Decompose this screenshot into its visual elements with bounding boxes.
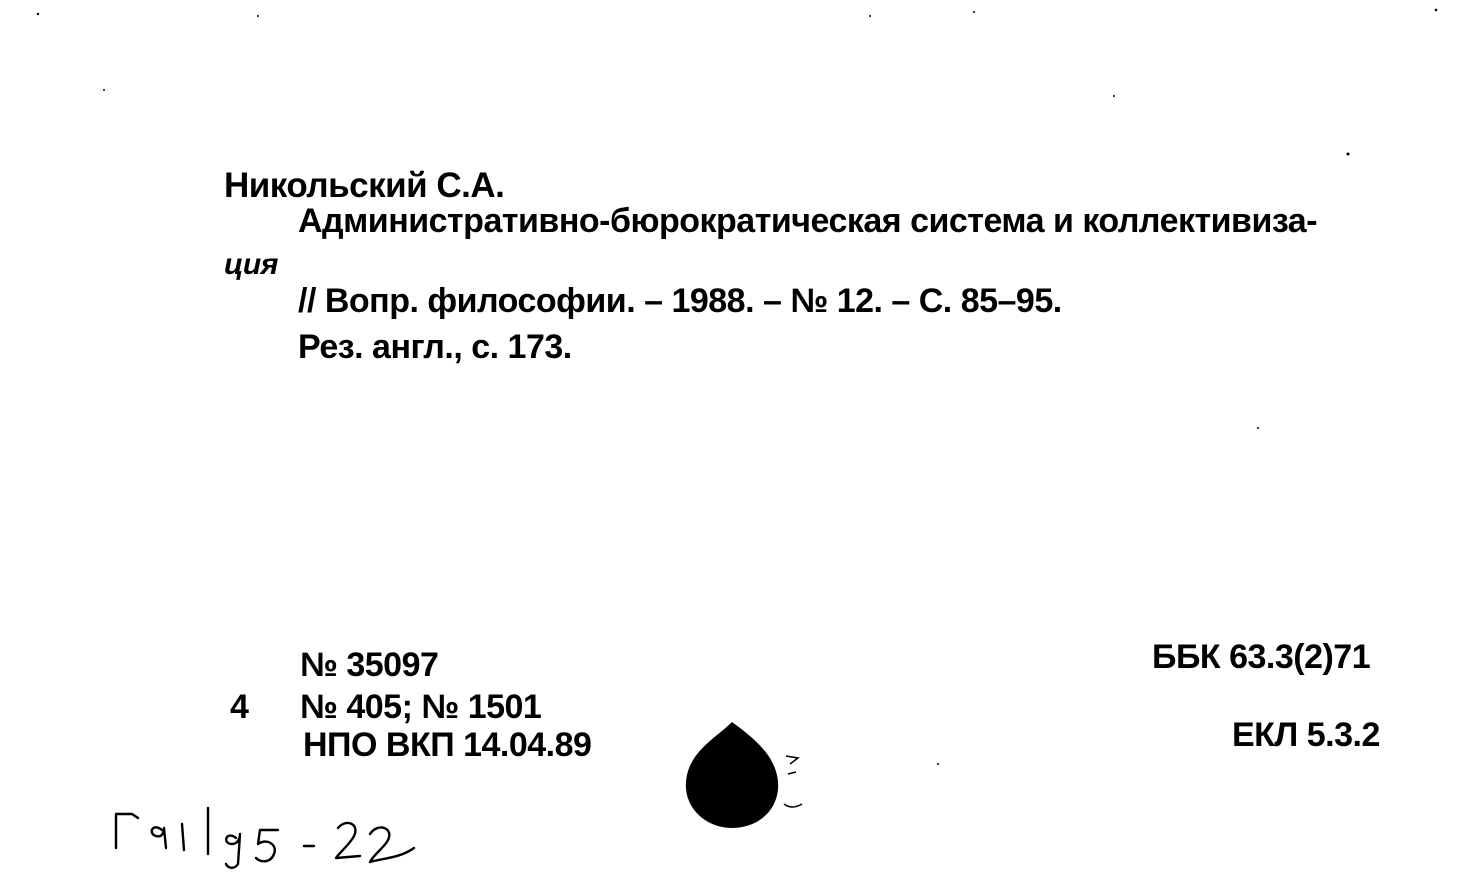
source-citation: // Вопр. философии. – 1988. – № 12. – С. 85–95.: [298, 282, 1062, 320]
ekl-index: ЕКЛ 5.3.2: [1232, 716, 1380, 754]
ink-blot-icon: [680, 716, 820, 836]
summary-note: Рез. англ., с. 173.: [298, 328, 572, 366]
npo-stamp-date: НПО ВКП 14.04.89: [303, 726, 592, 764]
bbk-index: ББК 63.3(2)71: [1152, 638, 1371, 676]
registration-number: № 35097: [300, 646, 439, 684]
copies-count: 4: [230, 688, 249, 726]
copy-numbers: № 405; № 1501: [300, 688, 542, 726]
work-title-continuation: ция: [224, 248, 278, 281]
handwritten-shelfmark-icon: [108, 800, 448, 880]
work-title: Административно-бюрократическая система и коллективиза-: [298, 202, 1318, 240]
author-name: Никольский С.А.: [224, 166, 505, 205]
